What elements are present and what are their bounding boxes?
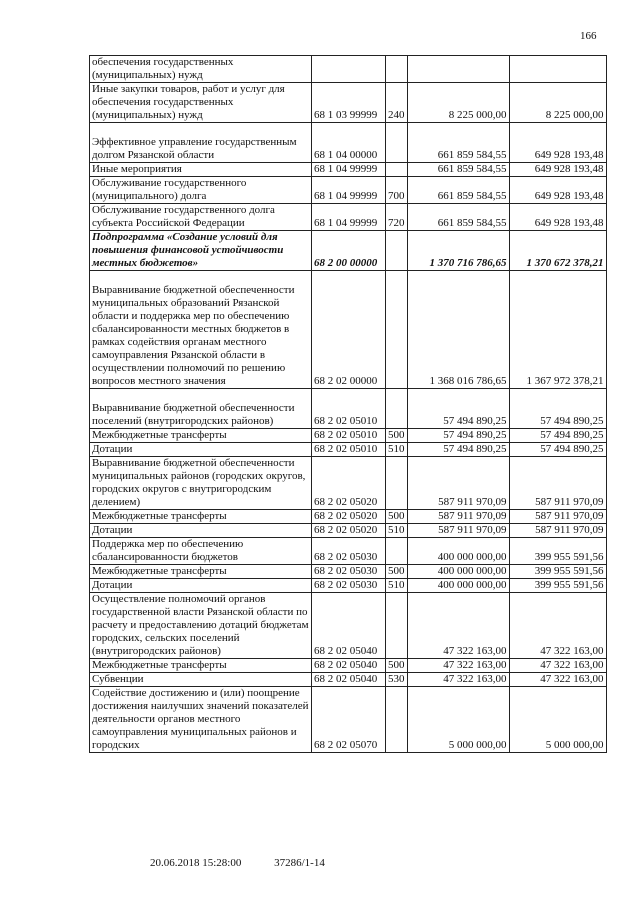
page-number: 166 (580, 30, 597, 42)
row-amount-year2-cell: 649 928 193,48 (509, 163, 606, 177)
row-expense-type-cell: 500 (386, 659, 408, 673)
row-code-cell: 68 1 04 00000 (312, 123, 386, 163)
row-code-cell: 68 2 02 05020 (312, 510, 386, 524)
row-expense-type-cell: 700 (386, 177, 408, 204)
row-amount-year1-cell: 587 911 970,09 (407, 510, 509, 524)
table-row (90, 538, 607, 565)
table-row (90, 231, 607, 271)
budget-table (89, 55, 607, 753)
footer-doc-number: 37286/1-14 (274, 857, 325, 869)
row-code-cell: 68 1 04 99999 (312, 204, 386, 231)
row-amount-year1-cell: 5 000 000,00 (407, 687, 509, 753)
row-amount-year2-cell: 1 370 672 378,21 (509, 231, 606, 271)
row-code-cell: 68 2 02 05040 (312, 593, 386, 659)
row-name-cell: Иные мероприятия (90, 163, 312, 177)
row-amount-year1-cell: 661 859 584,55 (407, 123, 509, 163)
table-row (90, 659, 607, 673)
row-name-cell: Межбюджетные трансферты (90, 429, 312, 443)
table-row (90, 524, 607, 538)
row-amount-year2-cell: 47 322 163,00 (509, 593, 606, 659)
row-expense-type-cell: 510 (386, 443, 408, 457)
row-expense-type-cell (386, 593, 408, 659)
row-expense-type-cell (386, 389, 408, 429)
row-amount-year2-cell: 399 955 591,56 (509, 538, 606, 565)
table-row (90, 579, 607, 593)
row-amount-year1-cell: 57 494 890,25 (407, 389, 509, 429)
row-expense-type-cell (386, 457, 408, 510)
row-code-cell: 68 2 02 00000 (312, 271, 386, 389)
table-row (90, 83, 607, 123)
row-name-cell: Обслуживание государственного (муниципального) долга (90, 177, 312, 204)
row-code-cell: 68 2 02 05020 (312, 524, 386, 538)
row-amount-year2-cell: 399 955 591,56 (509, 579, 606, 593)
row-name-cell: обеспечения государственных (муниципальных) нужд (90, 56, 312, 83)
row-amount-year1-cell: 47 322 163,00 (407, 593, 509, 659)
row-expense-type-cell: 500 (386, 429, 408, 443)
row-name-cell: Дотации (90, 524, 312, 538)
table-row (90, 177, 607, 204)
row-amount-year1-cell: 1 368 016 786,65 (407, 271, 509, 389)
row-name-cell: Дотации (90, 443, 312, 457)
row-name-cell: Иные закупки товаров, работ и услуг для обеспечения государственных (муниципальных) нужд (90, 83, 312, 123)
table-row (90, 457, 607, 510)
table-row (90, 673, 607, 687)
row-amount-year2-cell: 399 955 591,56 (509, 565, 606, 579)
row-name-cell: Межбюджетные трансферты (90, 565, 312, 579)
table-row (90, 389, 607, 429)
row-name-cell: Межбюджетные трансферты (90, 659, 312, 673)
row-amount-year1-cell: 47 322 163,00 (407, 659, 509, 673)
row-amount-year2-cell: 57 494 890,25 (509, 389, 606, 429)
row-expense-type-cell (386, 123, 408, 163)
footer (150, 857, 325, 869)
row-code-cell: 68 2 02 05030 (312, 579, 386, 593)
row-code-cell: 68 1 03 99999 (312, 83, 386, 123)
row-expense-type-cell (386, 687, 408, 753)
row-amount-year1-cell: 400 000 000,00 (407, 579, 509, 593)
row-amount-year1-cell: 1 370 716 786,65 (407, 231, 509, 271)
table-row (90, 56, 607, 83)
row-name-cell: Дотации (90, 579, 312, 593)
table-row (90, 510, 607, 524)
table-row (90, 204, 607, 231)
table-row (90, 443, 607, 457)
row-amount-year2-cell: 649 928 193,48 (509, 204, 606, 231)
row-amount-year1-cell: 400 000 000,00 (407, 565, 509, 579)
row-code-cell: 68 2 02 05040 (312, 659, 386, 673)
table-row (90, 429, 607, 443)
row-amount-year2-cell: 649 928 193,48 (509, 123, 606, 163)
row-name-cell: Осуществление полномочий органов государственной власти Рязанской области по расчету и предоставлению дотаций бюджетам городских, сельских поселений (внутригородских районов) (90, 593, 312, 659)
row-amount-year2-cell: 57 494 890,25 (509, 443, 606, 457)
row-amount-year1-cell (407, 56, 509, 83)
row-code-cell (312, 56, 386, 83)
row-amount-year2-cell: 47 322 163,00 (509, 659, 606, 673)
row-expense-type-cell: 510 (386, 579, 408, 593)
table-row (90, 163, 607, 177)
row-expense-type-cell: 530 (386, 673, 408, 687)
row-code-cell: 68 2 02 05030 (312, 538, 386, 565)
row-code-cell: 68 2 00 00000 (312, 231, 386, 271)
row-expense-type-cell (386, 231, 408, 271)
row-amount-year1-cell: 661 859 584,55 (407, 204, 509, 231)
row-name-cell: Содействие достижению и (или) поощрение достижения наилучших значений показателей деятельности органов местного самоуправления муниципальных районов и городских (90, 687, 312, 753)
row-amount-year1-cell: 47 322 163,00 (407, 673, 509, 687)
table-row (90, 565, 607, 579)
row-amount-year2-cell: 57 494 890,25 (509, 429, 606, 443)
row-amount-year1-cell: 8 225 000,00 (407, 83, 509, 123)
row-expense-type-cell: 510 (386, 524, 408, 538)
row-code-cell: 68 2 02 05010 (312, 389, 386, 429)
row-amount-year1-cell: 400 000 000,00 (407, 538, 509, 565)
row-code-cell: 68 2 02 05070 (312, 687, 386, 753)
row-code-cell: 68 2 02 05040 (312, 673, 386, 687)
row-expense-type-cell (386, 538, 408, 565)
table-row (90, 593, 607, 659)
row-name-cell: Подпрограмма «Создание условий для повышения финансовой устойчивости местных бюджетов» (90, 231, 312, 271)
row-amount-year1-cell: 661 859 584,55 (407, 163, 509, 177)
row-amount-year1-cell: 57 494 890,25 (407, 443, 509, 457)
row-amount-year2-cell: 1 367 972 378,21 (509, 271, 606, 389)
table-row (90, 123, 607, 163)
row-name-cell: Субвенции (90, 673, 312, 687)
row-name-cell: Межбюджетные трансферты (90, 510, 312, 524)
row-amount-year1-cell: 587 911 970,09 (407, 524, 509, 538)
row-expense-type-cell: 500 (386, 565, 408, 579)
row-expense-type-cell: 720 (386, 204, 408, 231)
row-amount-year2-cell: 47 322 163,00 (509, 673, 606, 687)
row-amount-year2-cell: 8 225 000,00 (509, 83, 606, 123)
table-body (90, 56, 607, 753)
row-code-cell: 68 1 04 99999 (312, 163, 386, 177)
row-expense-type-cell (386, 271, 408, 389)
row-name-cell: Выравнивание бюджетной обеспеченности муниципальных образований Рязанской области и поддержка мер по обеспечению сбалансированности местных бюджетов в рамках содействия органам местного самоуправления Рязанской области в осуществлении полномочий по решению вопросов местного значения (90, 271, 312, 389)
row-amount-year1-cell: 661 859 584,55 (407, 177, 509, 204)
row-code-cell: 68 2 02 05010 (312, 443, 386, 457)
row-name-cell: Выравнивание бюджетной обеспеченности поселений (внутригородских районов) (90, 389, 312, 429)
row-amount-year1-cell: 587 911 970,09 (407, 457, 509, 510)
row-expense-type-cell: 240 (386, 83, 408, 123)
row-amount-year2-cell: 587 911 970,09 (509, 510, 606, 524)
row-amount-year2-cell (509, 56, 606, 83)
table-row (90, 687, 607, 753)
row-code-cell: 68 2 02 05030 (312, 565, 386, 579)
row-amount-year2-cell: 587 911 970,09 (509, 457, 606, 510)
row-code-cell: 68 2 02 05020 (312, 457, 386, 510)
row-expense-type-cell: 500 (386, 510, 408, 524)
row-amount-year2-cell: 5 000 000,00 (509, 687, 606, 753)
row-code-cell: 68 1 04 99999 (312, 177, 386, 204)
row-amount-year2-cell: 649 928 193,48 (509, 177, 606, 204)
table-row (90, 271, 607, 389)
row-name-cell: Эффективное управление государственным долгом Рязанской области (90, 123, 312, 163)
row-name-cell: Поддержка мер по обеспечению сбалансированности бюджетов (90, 538, 312, 565)
row-name-cell: Выравнивание бюджетной обеспеченности муниципальных районов (городских округов, городских округов с внутригородским делением) (90, 457, 312, 510)
row-expense-type-cell (386, 163, 408, 177)
row-amount-year2-cell: 587 911 970,09 (509, 524, 606, 538)
row-expense-type-cell (386, 56, 408, 83)
footer-datetime: 20.06.2018 15:28:00 (150, 857, 242, 869)
row-name-cell: Обслуживание государственного долга субъекта Российской Федерации (90, 204, 312, 231)
row-amount-year1-cell: 57 494 890,25 (407, 429, 509, 443)
row-code-cell: 68 2 02 05010 (312, 429, 386, 443)
